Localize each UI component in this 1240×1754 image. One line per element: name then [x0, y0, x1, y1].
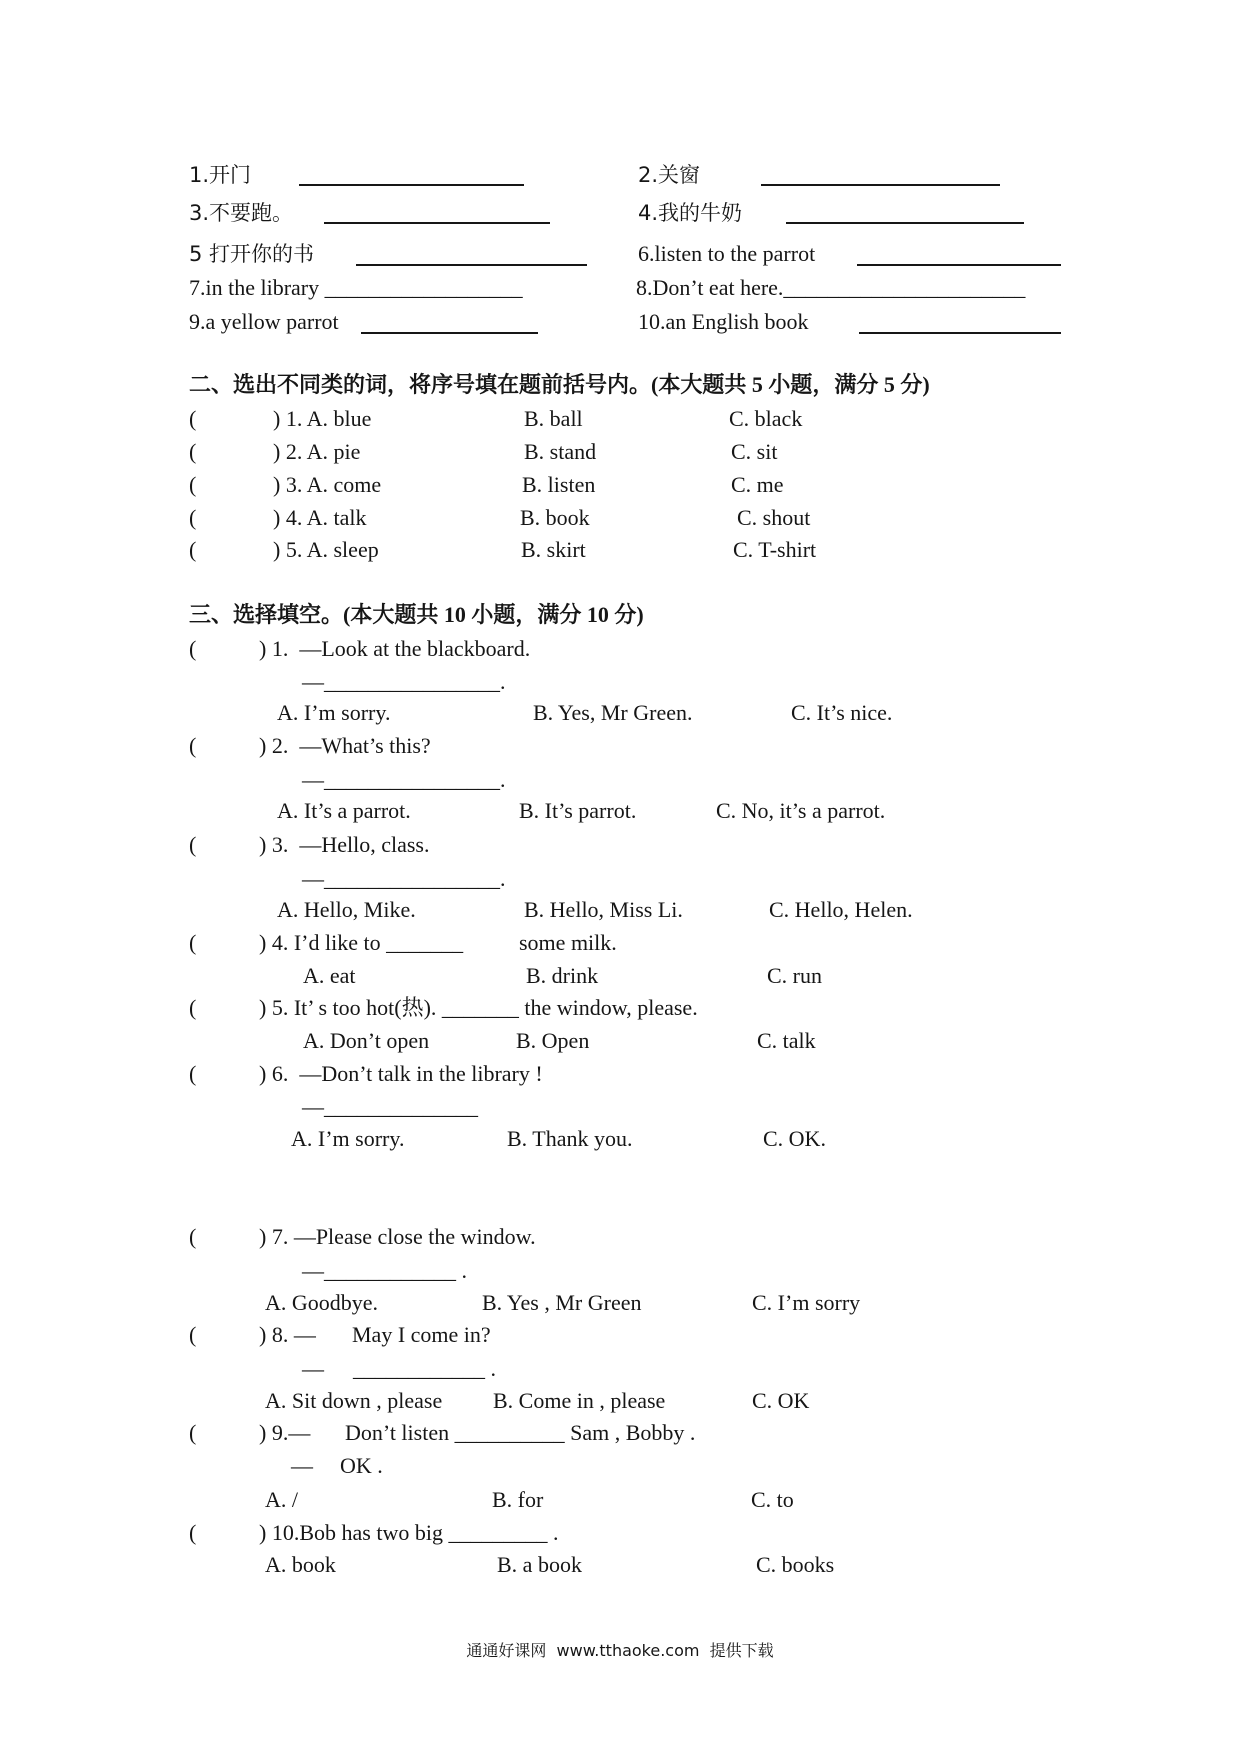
option-b: B. book: [520, 505, 590, 530]
option-b: B. for: [492, 1487, 544, 1512]
translate-item-1: 1.开门: [189, 163, 252, 187]
question-reply: —________________.: [302, 866, 506, 891]
option-b: B. It’s parrot.: [519, 798, 637, 823]
question-stem: ) 5. A. sleep: [273, 537, 379, 562]
option-b: B. drink: [526, 963, 599, 988]
option-b: B. ball: [524, 406, 583, 431]
option-b: B. stand: [524, 439, 597, 464]
translate-item-9: 9.a yellow parrot: [189, 309, 339, 334]
question-stem-tail: May I come in?: [352, 1322, 491, 1347]
answer-line: [857, 264, 1061, 266]
question-stem: ) 8. —: [259, 1322, 316, 1347]
question-stem: ) 6. —Don’t talk in the library !: [259, 1061, 543, 1086]
question-reply: —______________: [302, 1094, 478, 1119]
answer-paren: (: [189, 1520, 197, 1545]
answer-line: [361, 332, 538, 334]
answer-line: [859, 332, 1061, 334]
option-a: A. Goodbye.: [265, 1290, 379, 1315]
question-stem: ) 7. —Please close the window.: [259, 1224, 536, 1249]
question-stem-tail: Don’t listen __________ Sam , Bobby .: [345, 1420, 696, 1445]
question-stem: ) 4. A. talk: [273, 505, 367, 530]
option-a: A. I’m sorry.: [277, 700, 391, 725]
question-stem: ) 9.—: [259, 1420, 311, 1445]
option-a: A. /: [265, 1487, 298, 1512]
question-reply: —____________ .: [302, 1258, 467, 1283]
translate-item-7: 7.in the library __________________: [189, 275, 523, 300]
option-b: B. a book: [497, 1552, 582, 1577]
question-reply: —: [302, 1356, 324, 1381]
question-stem-tail: some milk.: [519, 930, 617, 955]
answer-line: [356, 264, 587, 266]
question-stem: ) 2. —What’s this?: [259, 733, 431, 758]
page-footer: 通通好课网 www.tthaoke.com 提供下载: [466, 1641, 774, 1660]
option-b: B. skirt: [521, 537, 586, 562]
option-a: A. eat: [303, 963, 356, 988]
option-c: C. black: [729, 406, 803, 431]
answer-paren: (: [189, 995, 197, 1020]
option-c: C. sit: [731, 439, 778, 464]
translate-item-5: 5 打开你的书: [189, 242, 315, 266]
translate-item-4: 4.我的牛奶: [638, 201, 743, 225]
answer-paren: (: [189, 1420, 197, 1445]
option-a: A. book: [265, 1552, 336, 1577]
answer-line: [299, 184, 524, 186]
translate-item-6: 6.listen to the parrot: [638, 241, 816, 266]
question-stem: ) 3. A. come: [273, 472, 382, 497]
option-a: A. Hello, Mike.: [277, 897, 416, 922]
answer-line: [786, 222, 1024, 224]
answer-paren: (: [189, 505, 197, 530]
option-c: C. OK: [752, 1388, 810, 1413]
answer-paren: (: [189, 472, 197, 497]
question-stem: ) 5. It’ s too hot(热). _______ the window, please.: [259, 995, 698, 1020]
answer-paren: (: [189, 832, 197, 857]
option-b: B. Yes , Mr Green: [482, 1290, 642, 1315]
option-c: C. shout: [737, 505, 811, 530]
answer-paren: (: [189, 733, 197, 758]
translate-item-10: 10.an English book: [638, 309, 809, 334]
option-a: A. Don’t open: [303, 1028, 430, 1053]
question-reply-tail: OK .: [340, 1453, 383, 1478]
question-stem: ) 10.Bob has two big _________ .: [259, 1520, 559, 1545]
question-stem: ) 1. A. blue: [273, 406, 372, 431]
question-stem: ) 1. —Look at the blackboard.: [259, 636, 531, 661]
option-c: C. me: [731, 472, 784, 497]
question-reply: —________________.: [302, 767, 506, 792]
option-b: B. Yes, Mr Green.: [533, 700, 693, 725]
option-c: C. talk: [757, 1028, 816, 1053]
question-reply: —________________.: [302, 669, 506, 694]
option-c: C. I’m sorry: [752, 1290, 861, 1315]
option-c: C. It’s nice.: [791, 700, 893, 725]
answer-paren: (: [189, 439, 197, 464]
option-c: C. T-shirt: [733, 537, 817, 562]
option-a: A. Sit down , please: [265, 1388, 443, 1413]
answer-line: [324, 222, 550, 224]
answer-paren: (: [189, 1322, 197, 1347]
question-reply: —: [291, 1453, 313, 1478]
answer-line: [761, 184, 1000, 186]
option-c: C. run: [767, 963, 822, 988]
option-b: B. Thank you.: [507, 1126, 633, 1151]
option-c: C. OK.: [763, 1126, 826, 1151]
option-c: C. books: [756, 1552, 835, 1577]
question-reply-tail: ____________ .: [353, 1356, 496, 1381]
option-a: A. It’s a parrot.: [277, 798, 411, 823]
option-b: B. Open: [516, 1028, 590, 1053]
question-stem: ) 4. I’d like to _______: [259, 930, 464, 955]
option-c: C. Hello, Helen.: [769, 897, 913, 922]
question-stem: ) 2. A. pie: [273, 439, 361, 464]
option-b: B. Come in , please: [493, 1388, 666, 1413]
answer-paren: (: [189, 1224, 197, 1249]
question-stem: ) 3. —Hello, class.: [259, 832, 430, 857]
option-b: B. listen: [522, 472, 596, 497]
answer-paren: (: [189, 537, 197, 562]
section3-heading: 三、选择填空。(本大题共 10 小题，满分 10 分): [189, 602, 644, 627]
translate-item-3: 3.不要跑。: [189, 201, 294, 225]
translate-item-8: 8.Don’t eat here.______________________: [636, 275, 1026, 300]
option-c: C. No, it’s a parrot.: [716, 798, 886, 823]
answer-paren: (: [189, 406, 197, 431]
option-c: C. to: [751, 1487, 794, 1512]
option-a: A. I’m sorry.: [291, 1126, 405, 1151]
translate-item-2: 2.关窗: [638, 163, 701, 187]
answer-paren: (: [189, 1061, 197, 1086]
option-b: B. Hello, Miss Li.: [524, 897, 683, 922]
section2-heading: 二、选出不同类的词，将序号填在题前括号内。(本大题共 5 小题，满分 5 分): [189, 372, 930, 397]
answer-paren: (: [189, 636, 197, 661]
answer-paren: (: [189, 930, 197, 955]
